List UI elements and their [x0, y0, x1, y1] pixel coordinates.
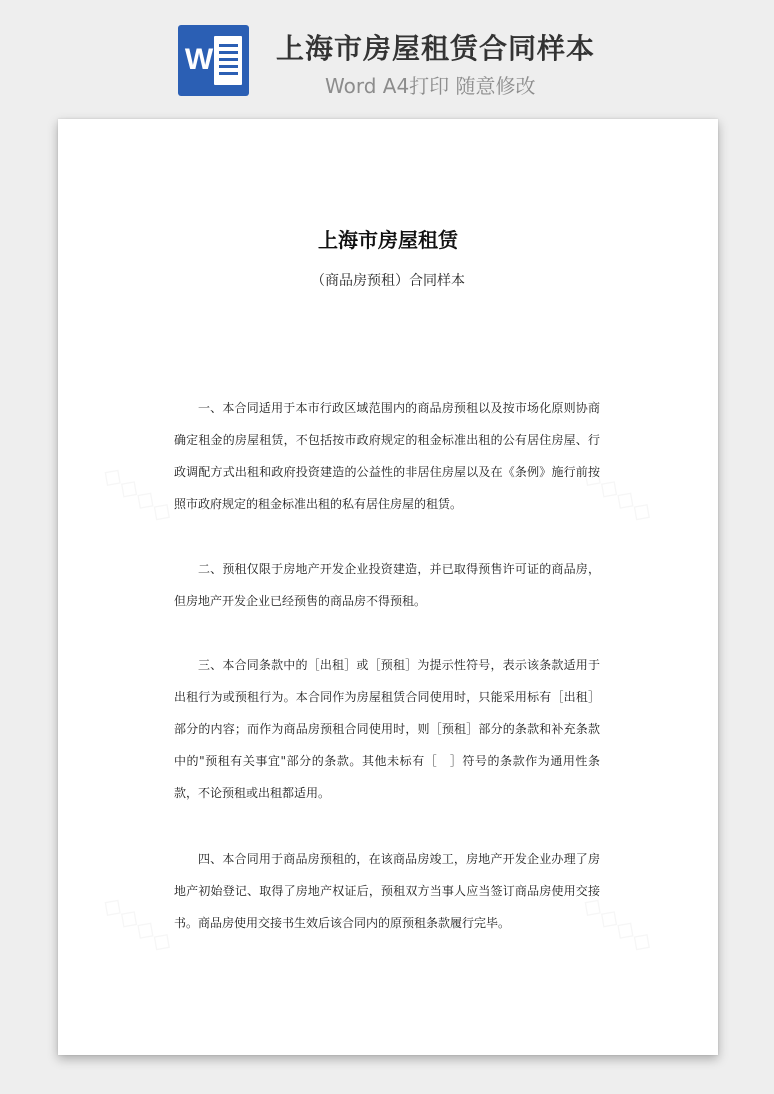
paragraph-3: 三、本合同条款中的［出租］或［预租］为提示性符号，表示该条款适用于出租行为或预租行为。本合同作为房屋租赁合同使用时，只能采用标有［出租］部分的内容；而作为商品房预租合同使用时，则［预租］部分的条款和补充条款中的"预租有关事宜"部分的条款。其他未标有［ ］符号的条款作为通用性条款，不论预租或出租都适用。 [174, 658, 600, 800]
paragraph-4: 四、本合同用于商品房预租的，在该商品房竣工，房地产开发企业办理了房地产初始登记、取得了房地产权证后，预租双方当事人应当签订商品房使用交接书。商品房使用交接书生效后该合同内的原预租条款履行完毕。 [174, 852, 600, 930]
word-document-icon [178, 25, 249, 96]
document-lines-graphic [214, 36, 242, 85]
header-subtitle: Word A4打印 随意修改 [325, 74, 536, 98]
document-title: 上海市房屋租赁 [318, 228, 458, 252]
document-page [58, 119, 718, 1055]
watermark [97, 459, 180, 529]
header-title: 上海市房屋租赁合同样本 [276, 32, 596, 65]
watermark [97, 889, 180, 959]
paragraph-2: 二、预租仅限于房地产开发企业投资建造，并已取得预售许可证的商品房，但房地产开发企业已经预售的商品房不得预租。 [174, 562, 600, 608]
paragraph-1: 一、本合同适用于本市行政区域范围内的商品房预租以及按市场化原则协商确定租金的房屋租赁，不包括按市政府规定的租金标准出租的公有居住房屋、行政调配方式出租和政府投资建造的公益性的非居住房屋以及在《条例》施行前按照市政府规定的租金标准出租的私有居住房屋的租赁。 [174, 401, 600, 511]
preview-header [0, 0, 774, 110]
document-subtitle: （商品房预租）合同样本 [311, 273, 465, 289]
word-icon-letter: W [184, 43, 214, 76]
